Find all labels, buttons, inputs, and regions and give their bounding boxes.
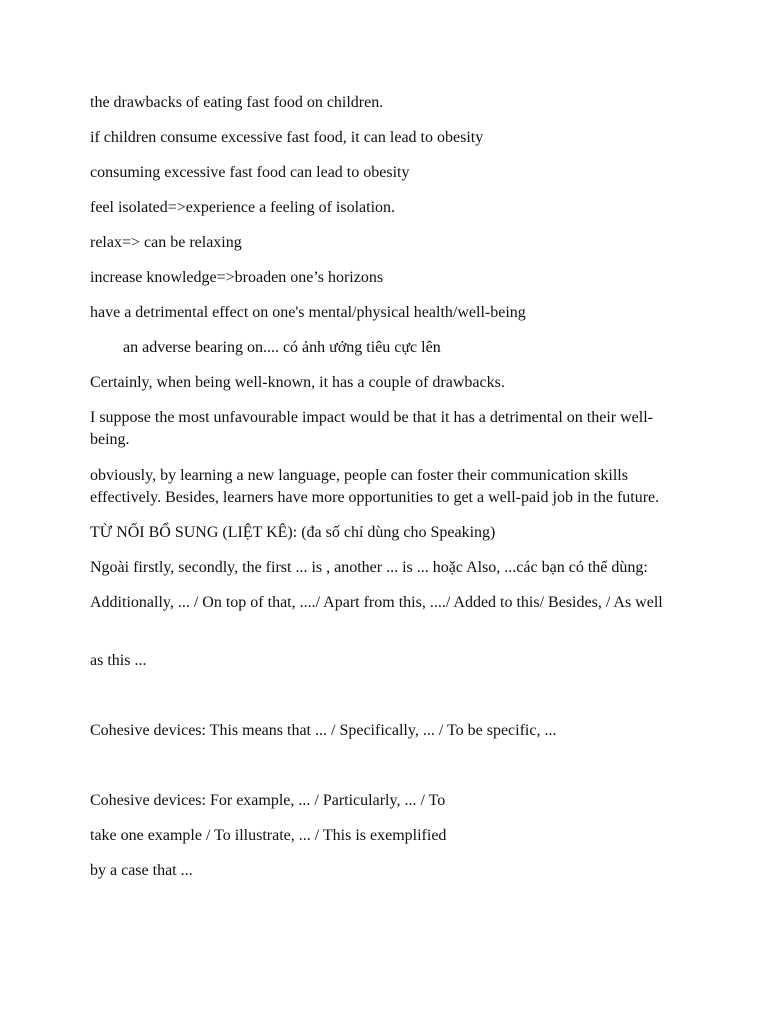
text-line: the drawbacks of eating fast food on children. <box>90 94 384 111</box>
text-line: take one example / To illustrate, ... / This is exemplified <box>90 827 447 844</box>
text-line: Certainly, when being well-known, it has a couple of drawbacks. <box>90 374 505 391</box>
text-line: Cohesive devices: For example, ... / Particularly, ... / To <box>90 792 446 809</box>
text-line: if children consume excessive fast food, it can lead to obesity <box>90 129 484 146</box>
section-heading: TỪ NỐI BỔ SUNG (LIỆT KÊ): (đa số chỉ dùng cho Speaking) <box>90 524 496 541</box>
text-line: by a case that ... <box>90 862 193 879</box>
text-line-indented: an adverse bearing on.... có ảnh ưởng tiêu cực lên <box>123 339 441 356</box>
text-line: as this ... <box>90 652 147 669</box>
text-line: relax=> can be relaxing <box>90 234 242 251</box>
text-paragraph: I suppose the most unfavourable impact would be that it has a detrimental on their well-being. <box>90 409 653 448</box>
text-line: Ngoài firstly, secondly, the first ... is , another ... is ... hoặc Also, ...các bạn có thể dùng: <box>90 559 648 576</box>
text-paragraph: obviously, by learning a new language, people can foster their communication skills effectively. Besides, learners have more opportunities to get a well-paid job in the future. <box>90 467 660 506</box>
text-line: increase knowledge=>broaden one’s horizons <box>90 269 384 286</box>
text-line: consuming excessive fast food can lead to obesity <box>90 164 410 181</box>
text-line: Cohesive devices: This means that ... / Specifically, ... / To be specific, ... <box>90 722 557 739</box>
text-paragraph: Additionally, ... / On top of that, ..../ Apart from this, ..../ Added to this/ Besides, / As well <box>90 594 663 611</box>
text-line: feel isolated=>experience a feeling of isolation. <box>90 199 396 216</box>
text-line: have a detrimental effect on one's mental/physical health/well-being <box>90 304 526 321</box>
